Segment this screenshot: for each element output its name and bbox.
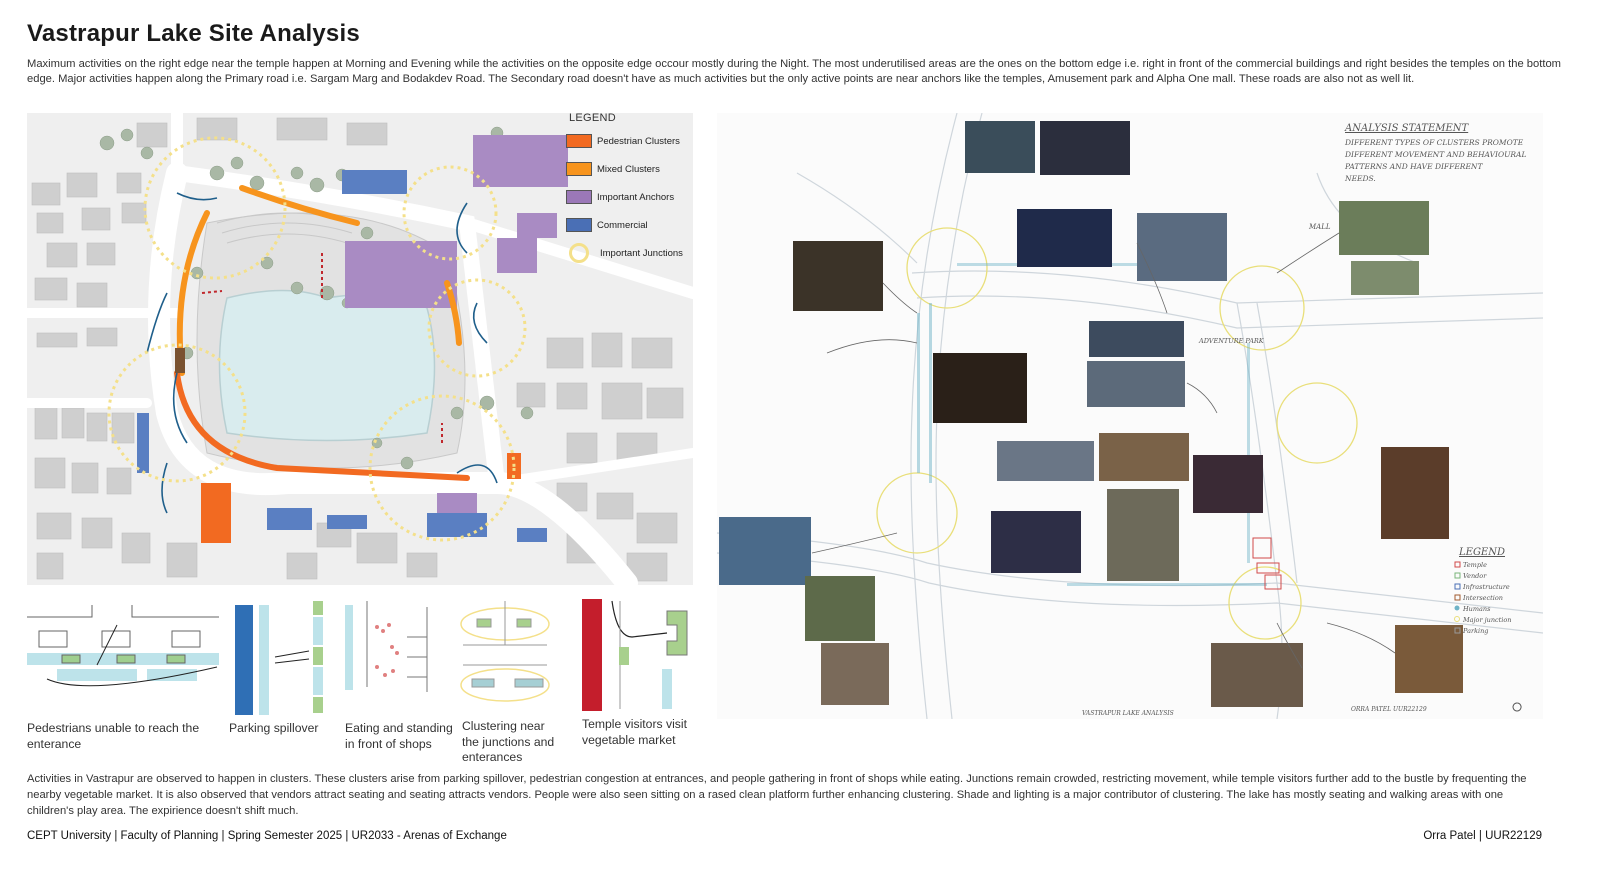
sketch-legend-item: Humans — [1463, 605, 1491, 613]
diagram-eating — [345, 601, 427, 692]
sketch-drawing — [717, 113, 1543, 719]
footer-course: CEPT University | Faculty of Planning | Spring Semester 2025 | UR2033 - Arenas of Exchange — [27, 830, 507, 842]
diagram-pedestrians — [27, 605, 219, 686]
sketch-legend-item: Parking — [1463, 627, 1489, 635]
mixed-cluster-swatch — [566, 162, 592, 176]
statement-line: DIFFERENT MOVEMENT AND BEHAVIOURAL — [1345, 150, 1527, 159]
statement-line: DIFFERENT TYPES OF CLUSTERS PROMOTE — [1345, 138, 1524, 147]
legend-title: LEGEND — [569, 112, 617, 124]
conclusion-paragraph: Activities in Vastrapur are observed to happen in clusters. These clusters arise from parking spillover, pedestrian congestion at entrances, and people gathering in front of shops while eating. Junctions remain crowded, restricting movement, while temple visitors further add to the bustle by frequenting the nearby vegetable market. It is also observed that vendors attract seating and seating attracts vendors. People were also seen sitting on a rased clean platform further enhancing clustering. Shade and lighting is a major contributor of clustering. The lake has mostly seating and walking areas with one children's play area. The expirience doesn't shift much. — [27, 773, 1527, 817]
anchor-swatch — [566, 190, 592, 204]
legend-label: Commercial — [597, 219, 648, 231]
diagram-drawings — [27, 597, 697, 715]
diagram-temple — [582, 599, 687, 711]
legend-label: Important Anchors — [597, 191, 675, 203]
sketch-legend-item: Major junction — [1463, 616, 1512, 624]
caption-junctions: Clustering near the junctions and enterances — [462, 719, 555, 764]
sketch-legend-item: Temple — [1463, 561, 1487, 569]
footer-author: Orra Patel | UUR22129 — [1423, 830, 1542, 842]
sketch-legend-item: Infrastructure — [1463, 583, 1510, 591]
statement-line: NEEDS. — [1345, 174, 1376, 183]
sheet-author: ORRA PATEL UUR22129 — [1351, 706, 1427, 713]
sketch-legend-title: LEGEND — [1459, 547, 1505, 558]
caption-eating: Eating and standing in front of shops — [345, 721, 453, 751]
pedestrian-cluster-block — [201, 483, 231, 543]
statement-title: ANALYSIS STATEMENT — [1345, 123, 1469, 134]
legend-label: Pedestrian Clusters — [597, 135, 680, 147]
map-legend — [566, 113, 694, 263]
sheet-title: VASTRAPUR LAKE ANALYSIS — [1082, 710, 1174, 717]
lake-water — [220, 291, 435, 441]
adventure-park-label: ADVENTURE PARK — [1199, 337, 1264, 345]
sketch-legend-item: Intersection — [1463, 594, 1503, 602]
page-title: Vastrapur Lake Site Analysis — [27, 20, 360, 47]
diagram-junctions — [461, 601, 549, 701]
legend-item-mixed-clusters — [566, 155, 694, 183]
caption-pedestrians: Pedestrians unable to reach the enterance — [27, 721, 200, 751]
hand-drawn-analysis-sheet — [717, 113, 1543, 719]
junction-ring-icon — [569, 243, 589, 263]
legend-label: Important Junctions — [600, 247, 683, 259]
caption-temple: Temple visitors visit vegetable market — [582, 717, 687, 747]
statement-line: PATTERNS AND HAVE DIFFERENT — [1345, 162, 1483, 171]
pedestrian-cluster-swatch — [566, 134, 592, 148]
mall-label: MALL — [1309, 223, 1331, 231]
legend-item-commercial — [566, 211, 694, 239]
legend-label: Mixed Clusters — [597, 163, 660, 175]
intro-paragraph: Maximum activities on the right edge near the temple happen at Morning and Evening while the activities on the opposite edge occour mostly during the Night. The most underutilised areas are the ones on the bottom edge i.e. right in front of the commercial buildings and right besides the temples on the bottom edge. Major activities happen along the Primary road i.e. Sargam Marg and Bodakdev Road. The Secondary road doesn't have as much activities but the only active points are near anchors like the temples, Amusement park and Alpha One mall. These roads are also not as well lit. — [27, 58, 1561, 85]
legend-item-important-anchors — [566, 183, 694, 211]
cluster-diagrams — [27, 597, 697, 764]
sketch-legend-item: Vendor — [1463, 572, 1487, 580]
diagram-parking — [235, 601, 323, 715]
caption-parking: Parking spillover — [229, 721, 319, 735]
legend-item-pedestrian-clusters — [566, 127, 694, 155]
commercial-swatch — [566, 218, 592, 232]
legend-item-important-junctions — [566, 239, 694, 267]
